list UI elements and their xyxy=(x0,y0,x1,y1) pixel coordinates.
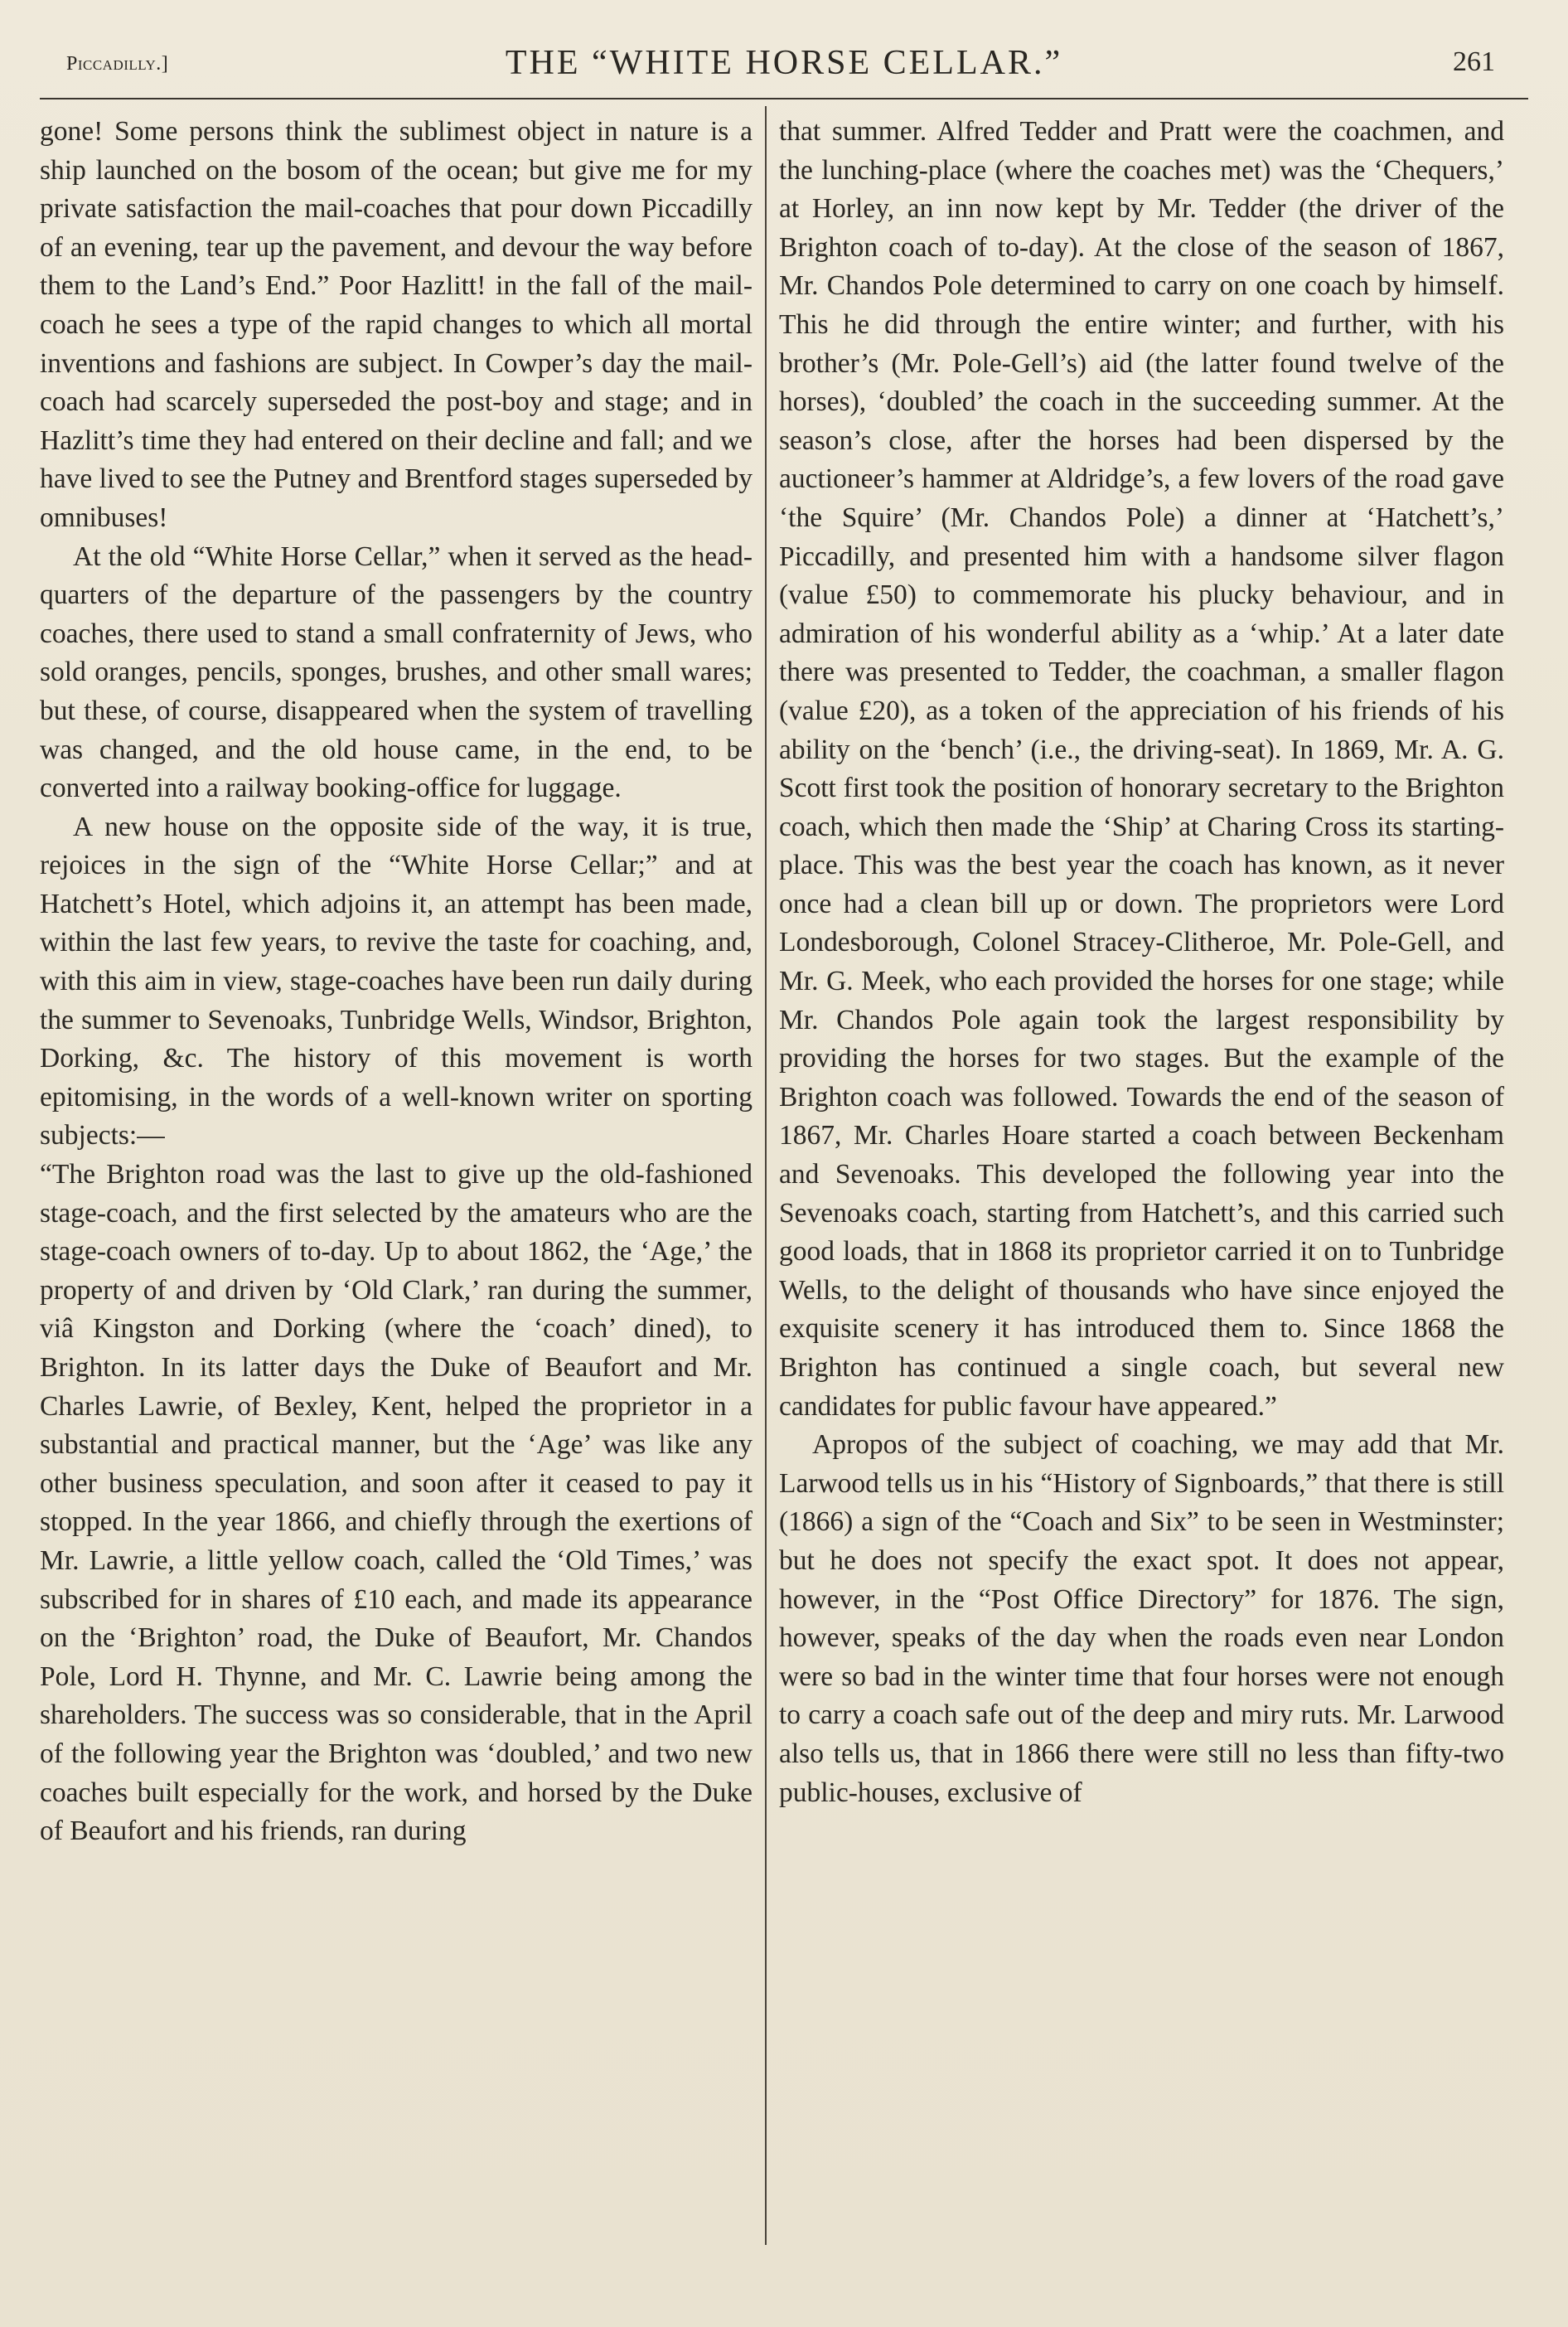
right-paragraph-2: Apropos of the subject of coaching, we may add that Mr. Larwood tells us in his “History of Signboards,” that there is still (1866) a sign of the “Coach and Six” to be seen in Westminster; but he does not specify the exact spot. It does not appear, however, in the “Post Office Directory” for 1876. The sign, however, speaks of the day when the roads even near London were so bad in the winter time that four horses were not enough to carry a coach safe out of the deep and miry ruts. Mr. Larwood also tells us, that in 1866 there were still no less than fifty-two public-houses, exclusive of xyxy=(779,1429,1504,1808)
column-divider xyxy=(765,106,767,2245)
left-paragraph-3: A new house on the opposite side of the way, it is true, rejoices in the sign of the “White Horse Cellar;” and at Hatchett’s Hotel, which adjoins it, an attempt has been made, within the last few years, to revive the taste for coaching, and, with this aim in view, stage-coaches have been run daily during the summer to Sevenoaks, Tunbridge Wells, Windsor, Brighton, Dorking, &c. The history of this movement is worth epitomising, in the words of a well-known writer on sporting subjects:— xyxy=(40,811,753,1151)
right-column xyxy=(779,113,1504,1812)
right-paragraph-1: that summer. Alfred Tedder and Pratt were the coachmen, and the lunching-place (where the coaches met) was the ‘Chequers,’ at Horley, an inn now kept by Mr. Tedder (the driver of the Brighton coach of to-day). At the close of the season of 1867, Mr. Chandos Pole determined to carry on one coach by himself. This he did through the entire winter; and further, with his brother’s (Mr. Pole-Gell’s) aid (the latter found twelve of the horses), ‘doubled’ the coach in the succeeding summer. At the season’s close, after the horses had been dispersed by the auctioneer’s hammer at Aldridge’s, a few lovers of the road gave ‘the Squire’ (Mr. Chandos Pole) a dinner at ‘Hatchett’s,’ Piccadilly, and presented him with a handsome silver flagon (value £50) to commemorate his plucky behaviour, and in admiration of his wonderful ability as a ‘whip.’ At a later date there was presented to Tedder, the coachman, a smaller flagon (value £20), as a token of the appreciation of his friends of his ability on the ‘bench’ (i.e., the driving-seat). In 1869, Mr. A. G. Scott first took the position of honorary secretary to the Brighton coach, which then made the ‘Ship’ at Charing Cross its starting-place. This was the best year the coach has known, as it never once had a clean bill up or down. The proprietors were Lord Londesborough, Colonel Stracey-Clitheroe, Mr. Pole-Gell, and Mr. G. Meek, who each provided the horses for one stage; while Mr. Chandos Pole again took the largest responsibility by providing the horses for two stages. But the example of the Brighton coach was followed. Towards the end of the season of 1867, Mr. Charles Hoare started a coach between Beckenham and Sevenoaks. This developed the following year into the Sevenoaks coach, starting from Hatchett’s, and this carried such good loads, that in 1868 its proprietor carried it on to Tunbridge Wells, to the delight of thousands who have since enjoyed the exquisite scenery it has introduced them to. Since 1868 the Brighton has continued a single coach, but several new candidates for public favour have appeared.” xyxy=(779,116,1504,1422)
section-label: Piccadilly.] xyxy=(66,53,169,75)
left-paragraph-2: At the old “White Horse Cellar,” when it served as the head-quarters of the departure of the passengers by the country coaches, there used to stand a small confraternity of Jews, who sold oranges, pencils, sponges, brushes, and other small wares; but these, of course, disappeared when the system of travelling was changed, and the old house came, in the end, to be converted into a railway booking-office for luggage. xyxy=(40,541,753,804)
running-head xyxy=(66,43,1502,93)
left-column xyxy=(40,113,753,1851)
page-number: 261 xyxy=(1453,46,1495,77)
left-paragraph-4: “The Brighton road was the last to give up the old-fashioned stage-coach, and the first selected by the amateurs who are the stage-coach owners of to-day. Up to about 1862, the ‘Age,’ the property of and driven by ‘Old Clark,’ ran during the summer, viâ Kingston and Dorking (where the ‘coach’ dined), to Brighton. In its latter days the Duke of Beaufort and Mr. Charles Lawrie, of Bexley, Kent, helped the proprietor in a substantial and practical manner, but the ‘Age’ was like any other business speculation, and soon after it ceased to pay it stopped. In the year 1866, and chiefly through the exertions of Mr. Lawrie, a little yellow coach, called the ‘Old Times,’ was subscribed for in shares of £10 each, and made its appearance on the ‘Brighton’ road, the Duke of Beaufort, Mr. Chandos Pole, Lord H. Thynne, and Mr. C. Lawrie being among the shareholders. The success was so considerable, that in the April of the following year the Brighton was ‘doubled,’ and two new coaches built especially for the work, and horsed by the Duke of Beaufort and his friends, ran during xyxy=(40,1159,753,1847)
header-rule xyxy=(40,98,1528,99)
left-paragraph-1: gone! Some persons think the sublimest object in nature is a ship launched on the bosom of the ocean; but give me for my private satisfaction the mail-coaches that pour down Piccadilly of an evening, tear up the pavement, and devour the way before them to the Land’s End.” Poor Hazlitt! in the fall of the mail-coach he sees a type of the rapid changes to which all mortal inventions and fashions are subject. In Cowper’s day the mail-coach had scarcely superseded the post-boy and stage; and in Hazlitt’s time they had entered on their decline and fall; and we have lived to see the Putney and Brentford stages superseded by omnibuses! xyxy=(40,116,753,533)
page-title: THE “WHITE HORSE CELLAR.” xyxy=(505,44,1063,82)
